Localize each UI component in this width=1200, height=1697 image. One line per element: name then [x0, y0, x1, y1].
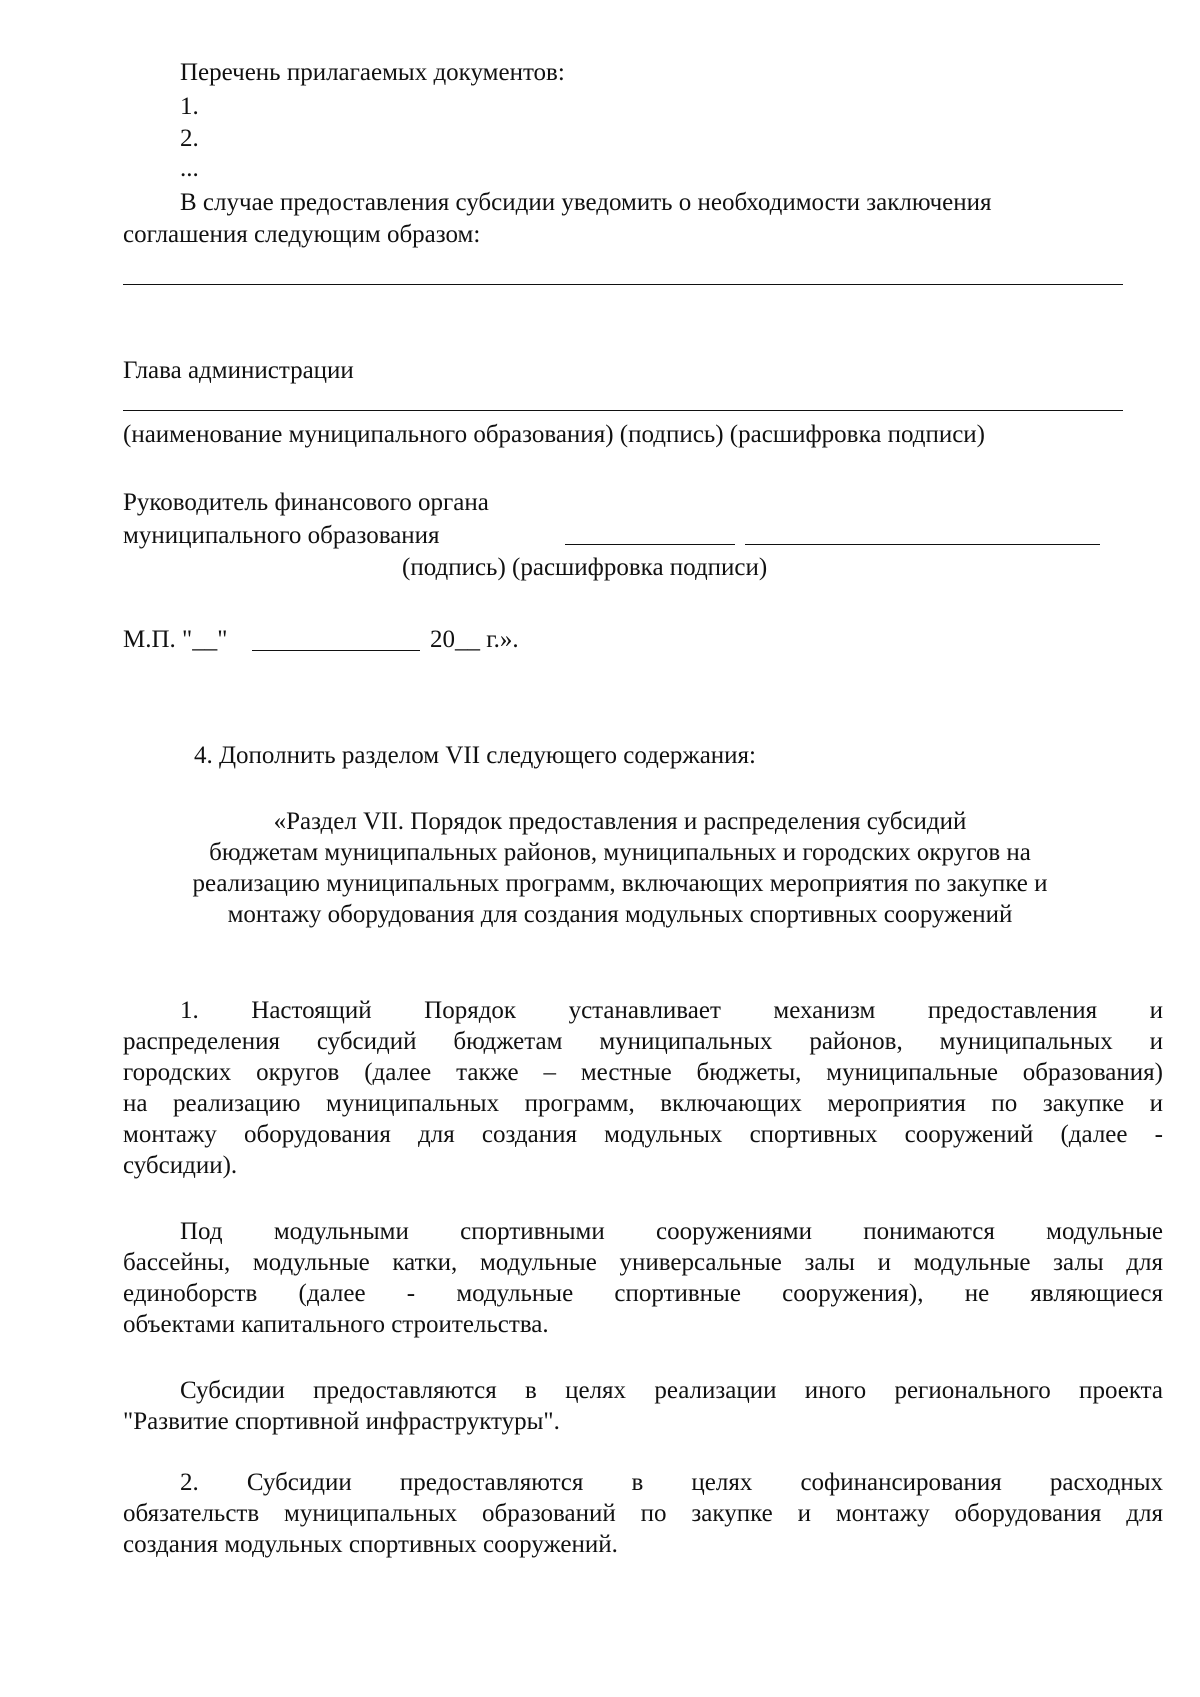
paragraph-1-line-2: распределения субсидий бюджетам муниципальных районов, муниципальных и: [123, 1028, 1163, 1055]
stamp-year: 20__ г.».: [430, 626, 519, 653]
head-signature-caption: (наименование муниципального образования) (подпись) (расшифровка подписи): [123, 421, 985, 448]
section-title-line-3: реализацию муниципальных программ, включающих мероприятия по закупке и: [192, 870, 1048, 897]
paragraph-2-line-3: единоборств (далее - модульные спортивные сооружения), не являющиеся: [123, 1280, 1163, 1307]
finance-signature-caption: (подпись) (расшифровка подписи): [402, 554, 768, 581]
attachment-item-1: 1.: [180, 93, 199, 120]
section-title-line-2: бюджетам муниципальных районов, муниципальных и городских округов на: [209, 839, 1031, 866]
attachments-heading: Перечень прилагаемых документов:: [180, 59, 565, 86]
finance-title-line-1: Руководитель финансового органа: [123, 489, 489, 516]
paragraph-2-line-1: Под модульными спортивными сооружениями понимаются модульные: [180, 1218, 1163, 1245]
stamp-mp: М.П. "__": [123, 626, 228, 653]
section-title-line-4: монтажу оборудования для создания модульных спортивных сооружений: [227, 901, 1013, 928]
paragraph-1-line-4: на реализацию муниципальных программ, включающих мероприятия по закупке и: [123, 1090, 1163, 1117]
paragraph-4-line-2: обязательств муниципальных образований по закупке и монтажу оборудования для: [123, 1500, 1163, 1527]
paragraph-1: [123, 995, 1163, 1181]
finance-name-line: [745, 544, 1100, 545]
attachment-item-ellipsis: ...: [180, 155, 199, 182]
paragraph-3-line-2: "Развитие спортивной инфраструктуры".: [123, 1408, 560, 1435]
paragraph-1-line-5: монтажу оборудования для создания модульных спортивных сооружений (далее -: [123, 1121, 1163, 1148]
head-signature-line: [123, 410, 1123, 411]
paragraph-2-line-4: объектами капитального строительства.: [123, 1311, 549, 1338]
finance-signature-line: [565, 544, 735, 545]
amendment-text: 4. Дополнить разделом VII следующего содержания:: [194, 742, 756, 769]
stamp-month-line: [252, 650, 420, 651]
paragraph-2: [123, 1216, 1163, 1340]
attachment-item-2: 2.: [180, 125, 199, 152]
paragraph-3-line-1: Субсидии предоставляются в целях реализации иного регионального проекта: [180, 1377, 1163, 1404]
notify-line-1: В случае предоставления субсидии уведомить о необходимости заключения: [180, 189, 992, 216]
paragraph-3: [123, 1375, 1163, 1437]
paragraph-4-line-3: создания модульных спортивных сооружений.: [123, 1531, 618, 1558]
notify-line-2: соглашения следующим образом:: [123, 221, 481, 248]
section-title: [120, 806, 1120, 930]
head-title: Глава администрации: [123, 357, 354, 384]
finance-title-line-2: муниципального образования: [123, 522, 440, 549]
paragraph-4-line-1: 2. Субсидии предоставляются в целях софинансирования расходных: [180, 1469, 1163, 1496]
notify-fill-line: [123, 284, 1123, 285]
paragraph-1-line-6: субсидии).: [123, 1152, 238, 1179]
paragraph-2-line-2: бассейны, модульные катки, модульные универсальные залы и модульные залы для: [123, 1249, 1163, 1276]
paragraph-1-line-3: городских округов (далее также – местные бюджеты, муниципальные образования): [123, 1059, 1163, 1086]
paragraph-4: [123, 1467, 1163, 1560]
paragraph-1-line-1: 1. Настоящий Порядок устанавливает механизм предоставления и: [180, 997, 1163, 1024]
section-title-line-1: «Раздел VII. Порядок предоставления и распределения субсидий: [273, 808, 967, 835]
